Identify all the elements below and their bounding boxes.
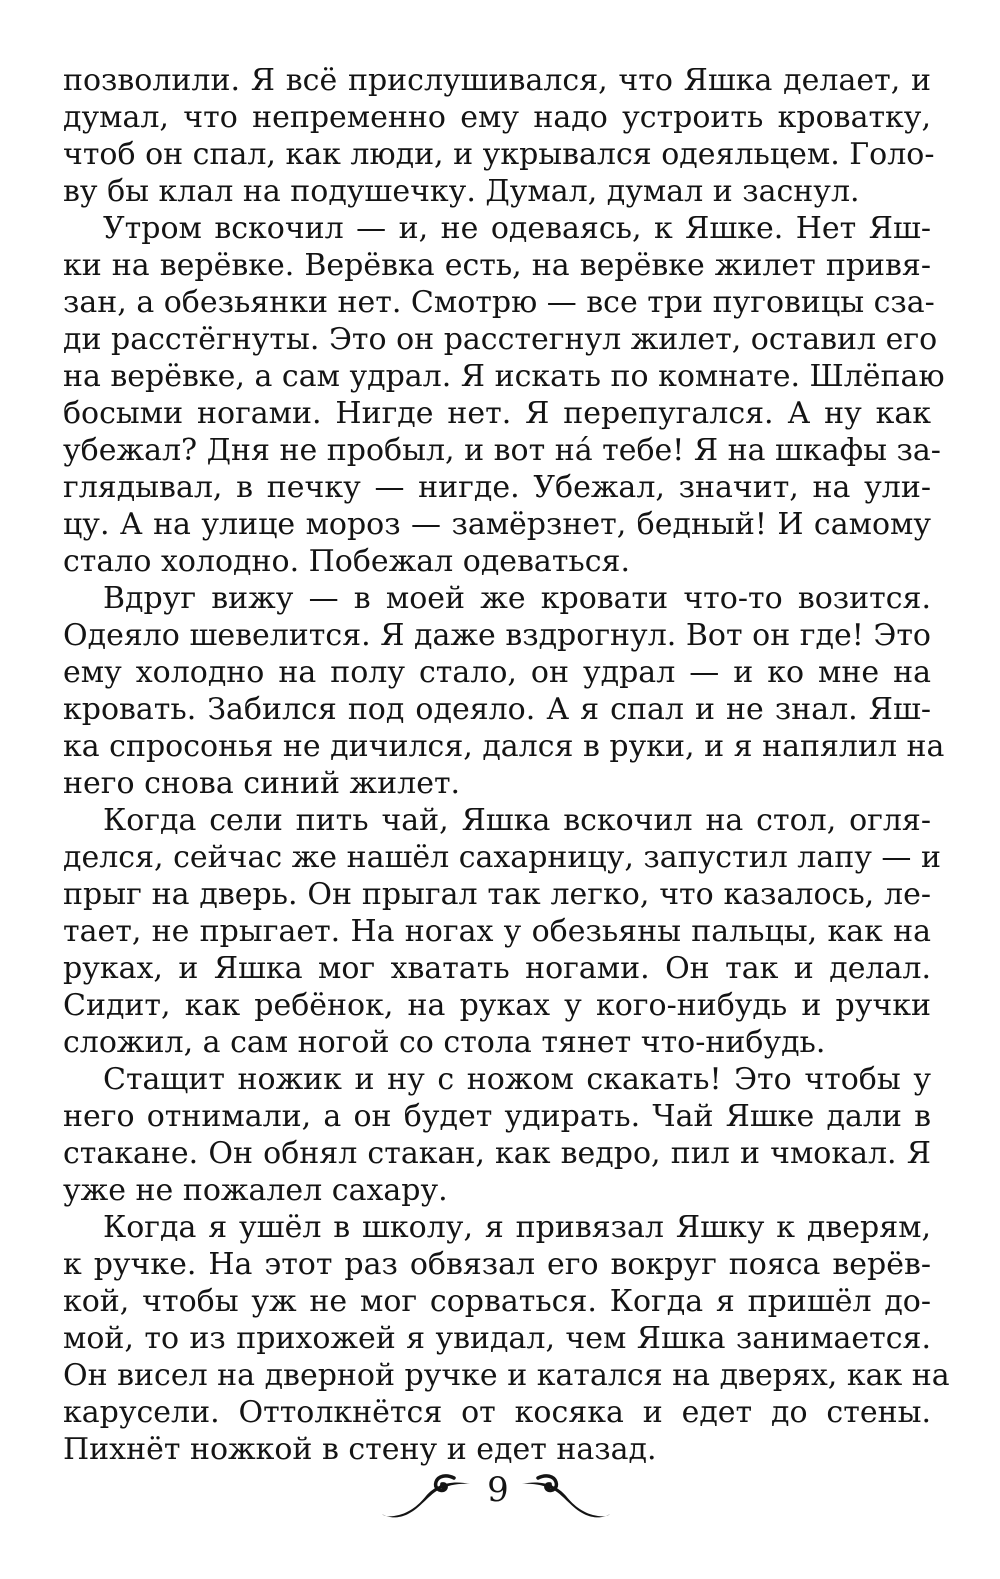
text-line: прыг на дверь. Он прыгал так легко, что казалось, ле- <box>63 877 931 912</box>
text-line: ву бы клал на подушечку. Думал, думал и заснул. <box>63 174 860 209</box>
paragraph-first-line: Вдруг вижу — в моей же кровати что-то возится. <box>103 581 931 616</box>
text-line: тает, не прыгает. На ногах у обезьяны пальцы, как на <box>63 914 931 949</box>
swirl-ornament-right-icon <box>520 1472 610 1524</box>
paragraph-first-line: Утром вскочил — и, не одеваясь, к Яшке. Нет Яш- <box>103 211 931 246</box>
body-text <box>63 62 950 1468</box>
text-line: на верёвке, а сам удрал. Я искать по комнате. Шлёпаю <box>63 359 945 394</box>
text-line: цу. А на улице мороз — замёрзнет, бедный! И самому <box>63 507 931 542</box>
text-line: ему холодно на полу стало, он удрал — и ко мне на <box>63 655 931 690</box>
paragraph-first-line: Когда я ушёл в школу, я привязал Яшку к дверям, <box>103 1210 931 1245</box>
text-line: Пихнёт ножкой в стену и едет назад. <box>63 1432 657 1467</box>
text-line: ка спросонья не дичился, дался в руки, и я напялил на <box>63 729 945 764</box>
text-line: карусели. Оттолкнётся от косяка и едет до стены. <box>63 1395 931 1430</box>
text-line: кой, чтобы уж не мог сорваться. Когда я пришёл до- <box>63 1284 931 1319</box>
text-line: зан, а обезьянки нет. Смотрю — все три пуговицы сза- <box>63 285 935 320</box>
text-line: стакане. Он обнял стакан, как ведро, пил и чмокал. Я <box>63 1136 931 1171</box>
text-line: думал, что непременно ему надо устроить кроватку, <box>63 100 931 135</box>
text-line: уже не пожалел сахару. <box>63 1173 448 1208</box>
page-footer <box>0 1458 1000 1538</box>
paragraph-first-line: Когда сели пить чай, Яшка вскочил на стол, огля- <box>103 803 931 838</box>
swirl-ornament-left-icon <box>382 1472 472 1524</box>
text-line: Одеяло шевелится. Я даже вздрогнул. Вот он где! Это <box>63 618 931 653</box>
text-line: позволили. Я всё прислушивался, что Яшка делает, и <box>63 63 931 98</box>
text-line: делся, сейчас же нашёл сахарницу, запустил лапу — и <box>63 840 941 875</box>
text-line: мой, то из прихожей я увидал, чем Яшка занимается. <box>63 1321 931 1356</box>
text-line: него отнимали, а он будет удирать. Чай Яшке дали в <box>63 1099 931 1134</box>
text-line: него снова синий жилет. <box>63 766 461 801</box>
text-line: убежал? Дня не пробыл, и вот на́ тебе! Я на шкафы за- <box>63 433 941 468</box>
text-line: сложил, а сам ногой со стола тянет что-нибудь. <box>63 1025 826 1060</box>
text-line: глядывал, в печку — нигде. Убежал, значит, на ули- <box>63 470 931 505</box>
text-line: к ручке. На этот раз обвязал его вокруг пояса верёв- <box>63 1247 931 1282</box>
text-line: руках, и Яшка мог хватать ногами. Он так и делал. <box>63 951 931 986</box>
text-line: босыми ногами. Нигде нет. Я перепугался. А ну как <box>63 396 931 431</box>
text-line: чтоб он спал, как люди, и укрывался одеяльцем. Голо- <box>63 137 935 172</box>
text-line: ки на верёвке. Верёвка есть, на верёвке жилет привя- <box>63 248 931 283</box>
text-line: Он висел на дверной ручке и катался на дверях, как на <box>63 1358 950 1393</box>
paragraph-first-line: Стащит ножик и ну с ножом скакать! Это чтобы у <box>103 1062 931 1097</box>
text-line: стало холодно. Побежал одеваться. <box>63 544 631 579</box>
text-line: Сидит, как ребёнок, на руках у кого-нибудь и ручки <box>63 988 931 1023</box>
text-line: ди расстёгнуты. Это он расстегнул жилет, оставил его <box>63 322 938 357</box>
text-line: кровать. Забился под одеяло. А я спал и не знал. Яш- <box>63 692 931 727</box>
page-number: 9 <box>487 1470 509 1510</box>
